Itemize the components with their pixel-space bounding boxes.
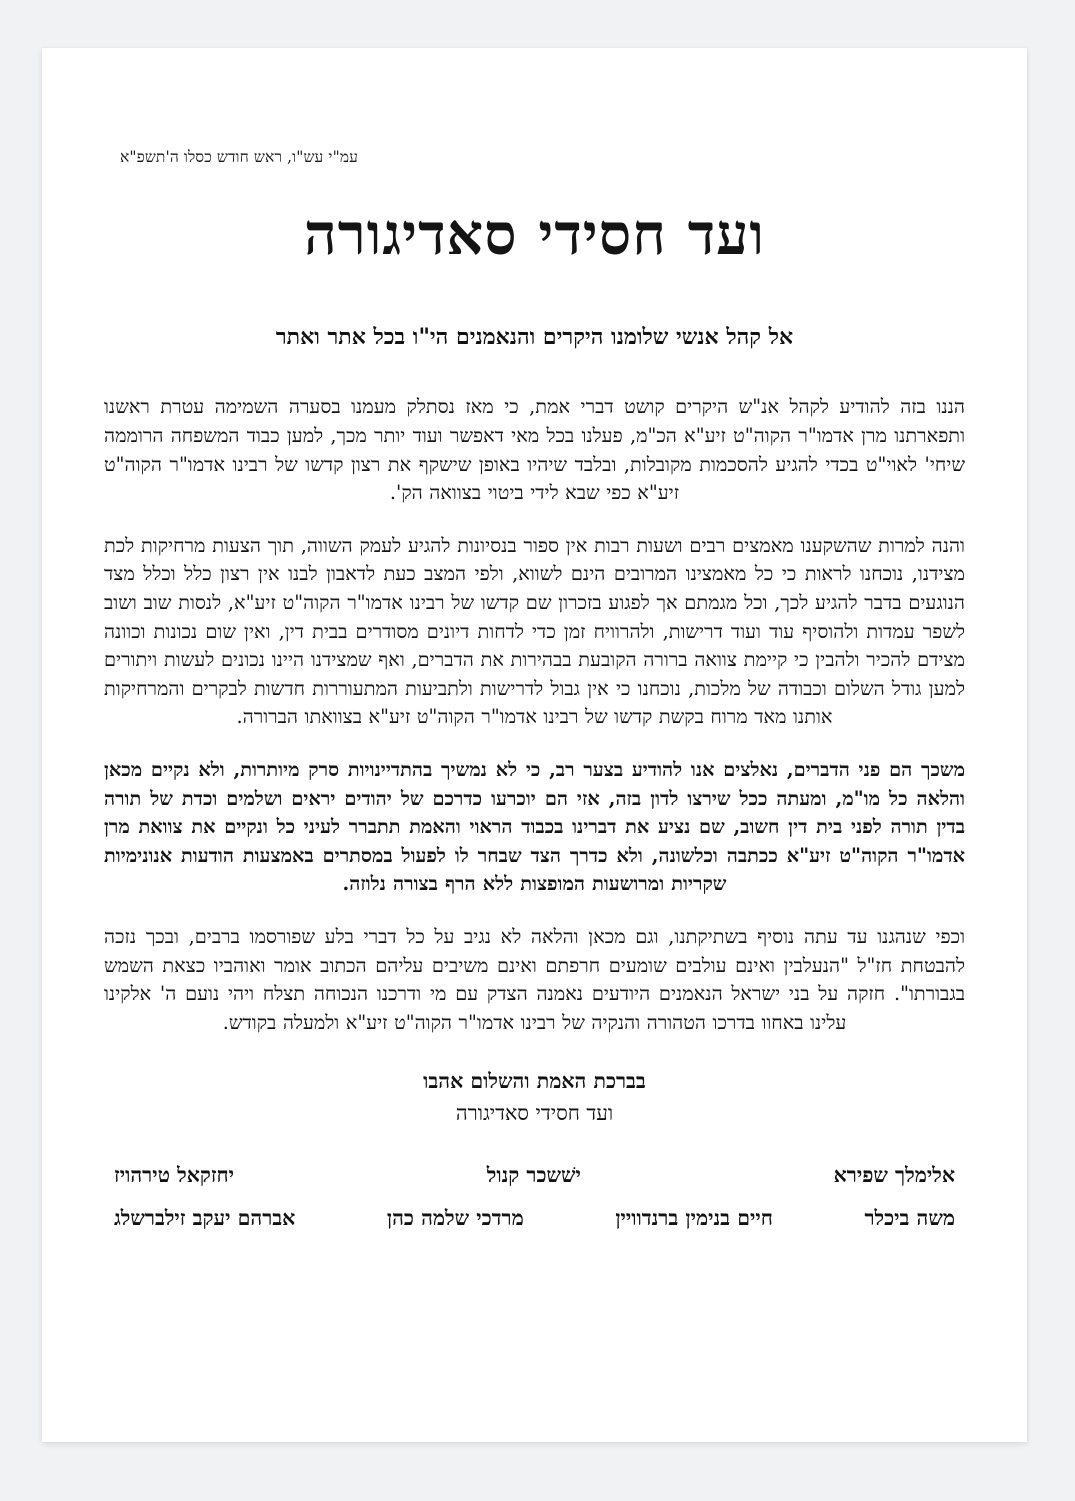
signatories-block (104, 1163, 965, 1231)
signatory-name: אלימלך שפירא (833, 1163, 955, 1188)
signatory-name: אברהם יעקב זילברשלג (114, 1206, 296, 1231)
closing-blessing: בברכת האמת והשלום אהבו (423, 1069, 646, 1094)
paragraph-1: הננו בזה להודיע לקהל אנ"ש היקרים קושט דברי אמת, כי מאז נסתלק מעמנו בסערה השמימה עטרת ראשנו ותפארתנו מרן אדמו"ר הקוה"ט זיע"א הכ"מ, פעלנו בכל מאי דאפשר ועוד יותר מכך, למען כבוד המשפחה הרוממה שיחי' לאוי"ט בכדי להגיע להסכמות מקובלות, ובלבד שיהיו באופן שישקף את רצון קדשו של רבינו אדמו"ר הקוה"ט זיע"א כפי שבא לידי ביטוי בצוואה הק'. (104, 395, 965, 505)
signatory-name: חיים בנימין ברנדוויין (615, 1206, 773, 1231)
document-subtitle: אל קהל אנשי שלומנו היקרים והנאמנים הי"ו בכל אתר ואתר (275, 323, 794, 350)
closing-block (104, 1065, 965, 1129)
closing-signature-name: ועד חסידי סאדיגורה (455, 1101, 614, 1126)
document-page (42, 48, 1027, 1442)
signatory-name: יחזקאל טירהויז (114, 1163, 235, 1188)
signatory-name: מרדכי שלמה כהן (386, 1206, 524, 1231)
paragraph-2: והנה למרות שהשקענו מאמצים רבים ושעות רבות אין ספור בנסיונות להגיע לעמק השווה, תוך הצעות מרחיקות לכת מצידנו, נוכחנו לראות כי כל מאמצינו המרובים הינם לשווא, ולפי המצב כעת לדאבון לבנו אין רצון כלל וכלל מצד הנוגעים בדבר להגיע לכך, וכל מגמתם אך לפגוע בזכרון שם קדשו של רבינו אדמו"ר הקוה"ט זיע"א, לנסות שוב ושוב לשפר עמדות ולהוסיף עוד ועוד דרישות, ולהרוויח זמן כדי לדחות דיונים מסודרים בבית דין, ואין שום נכונות וכוונה מצידם להכיר ולהבין כי קיימת צוואה ברורה הקובעת בבהירות את הדברים, ואף שמצידנו היינו נכונים לעשות ויתורים למען גודל השלום וכבודה של מלכות, נוכחנו כי אין גבול לדרישות ולתביעות המתעוררות חדשות לבקרים והמרחיקות אותנו מאד מרוח בקשת קדשו של רבינו אדמו"ר הקוה"ט זיע"א בצוואתו הברורה. (104, 533, 965, 729)
page-title: ועד חסידי סאדיגורה (304, 201, 765, 268)
signatory-row-1 (104, 1163, 965, 1188)
signatory-name: משה ביכלר (864, 1206, 955, 1231)
paragraph-3: משכך הם פני הדברים, נאלצים אנו להודיע בצער רב, כי לא נמשיך בהתדיינויות סרק מיותרות, ולא נקיים מכאן והלאה כל מו"מ, ומעתה ככל שירצו לדון בזה, אזי הם יוכרעו כדרכם של יהודים יראים ושלמים וכדת של תורה בדין תורה לפני בית דין חשוב, שם נציע את דברינו בכבוד הראוי והאמת תתברר לעיני כל ונקיים את צוואת מרן אדמו"ר הקוה"ט זיע"א ככתבה וכלשונה, ולא כדרך הצד שבחר לו לפעול במסתרים באמצעות הודעות אנונימיות שקריות ומרושעות המופצות ללא הרף בצורה נלוזה. (104, 757, 965, 896)
document-body (42, 48, 1027, 1442)
paragraph-4: וכפי שנהגנו עד עתה נוסיף בשתיקתנו, וגם מכאן והלאה לא נגיב על כל דברי בלע שפורסמו ברבים, ובכך נזכה להבטחת חז"ל "הנעלבין ואינם עולבים שומעים חרפתם ואינם משיבים עליהם הכתוב אומר ואוהביו כצאת השמש בגבורתו". חזקה על בני ישראל הנאמנים היודעים נאמנה הצדק עם מי ודרכנו הנכוחה תצלח ויהי נועם ה' אלקינו עלינו באחוו בדרכו הטהורה והנקיה של רבינו אדמו"ר הקוה"ט זיע"א ולמעלה בקודש. (104, 924, 965, 1034)
date-line: עמ"י עש"ו, ראש חודש כסלו ה'תשפ"א (120, 148, 358, 166)
signatory-row-2 (104, 1206, 965, 1231)
signatory-name: ישׁשכר קנול (486, 1163, 581, 1188)
